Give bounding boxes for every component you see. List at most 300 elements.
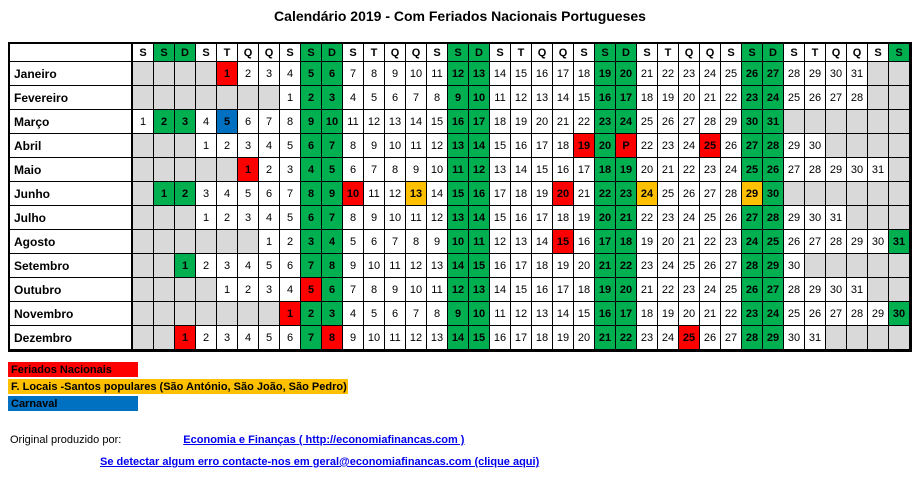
day-cell-empty — [154, 254, 175, 278]
day-cell: 12 — [406, 326, 427, 350]
day-cell: 4 — [259, 134, 280, 158]
day-cell: 18 — [595, 158, 616, 182]
day-cell: 5 — [280, 206, 301, 230]
day-cell-empty — [217, 158, 238, 182]
weekday-header-cell: D — [616, 44, 637, 62]
day-cell-empty — [868, 254, 889, 278]
day-cell: 24 — [742, 230, 763, 254]
day-cell: 18 — [637, 302, 658, 326]
day-cell-empty — [889, 110, 910, 134]
day-cell: 16 — [574, 230, 595, 254]
day-cell-empty — [889, 134, 910, 158]
day-cell: 19 — [637, 230, 658, 254]
day-cell: 29 — [784, 134, 805, 158]
day-cell: 2 — [217, 206, 238, 230]
day-cell: 12 — [406, 254, 427, 278]
day-cell: 12 — [427, 206, 448, 230]
day-cell: 11 — [385, 326, 406, 350]
day-cell: 8 — [364, 278, 385, 302]
day-cell: 4 — [196, 110, 217, 134]
day-cell-empty — [196, 86, 217, 110]
day-cell-empty — [175, 86, 196, 110]
day-cell: 7 — [364, 158, 385, 182]
weekday-header-cell: D — [322, 44, 343, 62]
weekday-header-cell: S — [574, 44, 595, 62]
day-cell: 29 — [763, 254, 784, 278]
day-cell: 18 — [553, 206, 574, 230]
day-cell-empty — [133, 254, 154, 278]
day-cell: 27 — [784, 158, 805, 182]
producer-label: Original produzido por: — [10, 434, 122, 446]
day-cell: 11 — [343, 110, 364, 134]
day-cell: 1 — [154, 182, 175, 206]
day-cell: 4 — [343, 302, 364, 326]
day-cell: 23 — [700, 158, 721, 182]
day-cell: 25 — [742, 158, 763, 182]
weekday-header-cell: S — [154, 44, 175, 62]
day-cell: 7 — [301, 326, 322, 350]
day-cell: 13 — [427, 254, 448, 278]
day-cell: 2 — [217, 134, 238, 158]
weekday-header-cell: S — [133, 44, 154, 62]
day-cell: 31 — [847, 62, 868, 86]
day-cell: 27 — [679, 110, 700, 134]
day-cell: 30 — [784, 254, 805, 278]
month-label: Novembro — [10, 302, 133, 326]
day-cell: 10 — [385, 134, 406, 158]
day-cell: 13 — [427, 326, 448, 350]
day-cell: 13 — [448, 134, 469, 158]
day-cell: 5 — [238, 182, 259, 206]
day-cell: 14 — [427, 182, 448, 206]
day-cell: 20 — [658, 230, 679, 254]
day-cell: 19 — [532, 182, 553, 206]
day-cell: 30 — [826, 278, 847, 302]
day-cell: 26 — [805, 86, 826, 110]
day-cell: 10 — [322, 110, 343, 134]
day-cell: 25 — [637, 110, 658, 134]
day-cell-empty — [133, 134, 154, 158]
day-cell: 9 — [322, 182, 343, 206]
day-cell: 27 — [721, 326, 742, 350]
day-cell: 16 — [490, 326, 511, 350]
month-label: Junho — [10, 182, 133, 206]
weekday-header-cell: Q — [700, 44, 721, 62]
day-cell: 7 — [343, 278, 364, 302]
day-cell: 6 — [301, 134, 322, 158]
day-cell-empty — [154, 158, 175, 182]
day-cell: 22 — [637, 134, 658, 158]
day-cell: 5 — [364, 302, 385, 326]
day-cell: 5 — [301, 278, 322, 302]
day-cell: 4 — [259, 206, 280, 230]
day-cell: 26 — [700, 254, 721, 278]
day-cell: 23 — [742, 302, 763, 326]
day-cell: 8 — [301, 182, 322, 206]
day-cell: 8 — [343, 206, 364, 230]
day-cell: 11 — [364, 182, 385, 206]
day-cell: 28 — [784, 278, 805, 302]
day-cell: 9 — [385, 278, 406, 302]
day-cell: 6 — [385, 86, 406, 110]
weekday-header-cell: D — [763, 44, 784, 62]
day-cell: 21 — [595, 254, 616, 278]
weekday-header-cell: Q — [847, 44, 868, 62]
weekday-header-cell: S — [784, 44, 805, 62]
day-cell: 22 — [721, 302, 742, 326]
day-cell: 22 — [700, 230, 721, 254]
day-cell: 23 — [721, 230, 742, 254]
day-cell: 28 — [826, 230, 847, 254]
day-cell: 1 — [217, 62, 238, 86]
day-cell-empty — [805, 182, 826, 206]
day-cell: 24 — [679, 206, 700, 230]
day-cell: 21 — [679, 230, 700, 254]
day-cell-empty — [133, 326, 154, 350]
day-cell: 21 — [637, 62, 658, 86]
day-cell: 17 — [553, 62, 574, 86]
day-cell-empty — [868, 86, 889, 110]
day-cell-empty — [238, 86, 259, 110]
day-cell-empty — [889, 182, 910, 206]
day-cell-empty — [217, 230, 238, 254]
day-cell: 26 — [700, 326, 721, 350]
day-cell: 23 — [637, 254, 658, 278]
day-cell: 25 — [763, 230, 784, 254]
day-cell: 24 — [616, 110, 637, 134]
day-cell: 21 — [658, 158, 679, 182]
day-cell-empty — [805, 110, 826, 134]
day-cell: 23 — [679, 278, 700, 302]
day-cell: 20 — [532, 110, 553, 134]
weekday-header-cell: Q — [826, 44, 847, 62]
day-cell-empty — [889, 158, 910, 182]
day-cell: 10 — [427, 158, 448, 182]
day-cell-empty — [868, 278, 889, 302]
day-cell: 5 — [301, 62, 322, 86]
day-cell: 6 — [322, 278, 343, 302]
day-cell: 27 — [742, 134, 763, 158]
day-cell: 1 — [175, 326, 196, 350]
day-cell: 22 — [721, 86, 742, 110]
day-cell-empty — [175, 230, 196, 254]
day-cell: 2 — [154, 110, 175, 134]
day-cell: 9 — [364, 134, 385, 158]
day-cell: 14 — [406, 110, 427, 134]
day-cell: 24 — [658, 326, 679, 350]
weekday-header-cell: S — [868, 44, 889, 62]
legend-local-label: F. Locais -Santos populares (São António, São João, São Pedro) — [11, 380, 347, 393]
weekday-header-cell: Q — [406, 44, 427, 62]
day-cell: 9 — [385, 62, 406, 86]
day-cell: 16 — [595, 302, 616, 326]
month-label: Fevereiro — [10, 86, 133, 110]
day-cell: 23 — [658, 134, 679, 158]
day-cell: 11 — [448, 158, 469, 182]
day-cell: 8 — [427, 86, 448, 110]
day-cell: 19 — [553, 326, 574, 350]
day-cell: 5 — [364, 86, 385, 110]
day-cell: 18 — [532, 326, 553, 350]
day-cell: 2 — [196, 326, 217, 350]
day-cell: 13 — [385, 110, 406, 134]
day-cell: 14 — [448, 254, 469, 278]
day-cell: 26 — [721, 206, 742, 230]
day-cell: 8 — [280, 110, 301, 134]
day-cell: 3 — [259, 62, 280, 86]
day-cell: 9 — [364, 206, 385, 230]
day-cell: 15 — [469, 326, 490, 350]
day-cell: 2 — [259, 158, 280, 182]
day-cell: 8 — [343, 134, 364, 158]
weekday-header-cell: S — [637, 44, 658, 62]
month-label: Setembro — [10, 254, 133, 278]
day-cell: 2 — [280, 230, 301, 254]
day-cell: 15 — [574, 86, 595, 110]
day-cell: 13 — [448, 206, 469, 230]
day-cell: 6 — [280, 326, 301, 350]
day-cell: 19 — [574, 206, 595, 230]
day-cell: 12 — [490, 230, 511, 254]
footer-line2 — [100, 456, 539, 468]
weekday-header-cell: T — [364, 44, 385, 62]
weekday-header-cell: S — [448, 44, 469, 62]
day-cell: 27 — [826, 302, 847, 326]
weekday-header-cell: Q — [259, 44, 280, 62]
day-cell: 13 — [406, 182, 427, 206]
day-cell: 17 — [532, 134, 553, 158]
weekday-header-cell: T — [217, 44, 238, 62]
day-cell: 5 — [259, 254, 280, 278]
day-cell: P — [616, 134, 637, 158]
day-cell: 25 — [700, 134, 721, 158]
day-cell: 21 — [700, 302, 721, 326]
day-cell: 2 — [238, 62, 259, 86]
day-cell: 15 — [532, 158, 553, 182]
day-cell: 15 — [448, 182, 469, 206]
day-cell: 20 — [574, 254, 595, 278]
day-cell: 1 — [280, 302, 301, 326]
day-cell: 30 — [805, 206, 826, 230]
day-cell: 12 — [385, 182, 406, 206]
day-cell: 15 — [574, 302, 595, 326]
day-cell: 10 — [406, 62, 427, 86]
day-cell: 2 — [175, 182, 196, 206]
day-cell: 30 — [742, 110, 763, 134]
day-cell-empty — [259, 86, 280, 110]
day-cell: 6 — [322, 62, 343, 86]
day-cell: 28 — [847, 302, 868, 326]
day-cell: 28 — [784, 62, 805, 86]
day-cell: 16 — [511, 206, 532, 230]
day-cell: 24 — [679, 134, 700, 158]
day-cell: 19 — [574, 134, 595, 158]
day-cell: 30 — [805, 134, 826, 158]
day-cell: 5 — [322, 158, 343, 182]
day-cell: 26 — [721, 134, 742, 158]
day-cell: 21 — [637, 278, 658, 302]
day-cell-empty — [175, 206, 196, 230]
day-cell: 10 — [364, 254, 385, 278]
day-cell: 28 — [742, 254, 763, 278]
day-cell: 6 — [343, 158, 364, 182]
day-cell: 27 — [700, 182, 721, 206]
day-cell: 26 — [658, 110, 679, 134]
weekday-header-cell: Q — [238, 44, 259, 62]
day-cell: 1 — [217, 278, 238, 302]
weekday-header-cell: D — [469, 44, 490, 62]
day-cell: 31 — [805, 326, 826, 350]
day-cell: 19 — [658, 302, 679, 326]
day-cell: 30 — [763, 182, 784, 206]
day-cell-empty — [847, 254, 868, 278]
day-cell: 20 — [616, 62, 637, 86]
day-cell: 16 — [448, 110, 469, 134]
day-cell: 21 — [553, 110, 574, 134]
day-cell: 3 — [217, 254, 238, 278]
producer-link[interactable]: Economia e Finanças ( http://economiafinancas.com ) — [183, 434, 465, 446]
day-cell-empty — [784, 182, 805, 206]
day-cell-empty — [196, 230, 217, 254]
day-cell-empty — [847, 110, 868, 134]
day-cell: 12 — [427, 134, 448, 158]
day-cell: 22 — [574, 110, 595, 134]
day-cell: 17 — [490, 182, 511, 206]
day-cell: 29 — [805, 278, 826, 302]
day-cell: 25 — [721, 62, 742, 86]
day-cell: 28 — [721, 182, 742, 206]
day-cell: 18 — [574, 278, 595, 302]
day-cell: 15 — [469, 254, 490, 278]
day-cell: 5 — [343, 230, 364, 254]
legend-local — [8, 379, 348, 394]
weekday-header-cell: Q — [532, 44, 553, 62]
day-cell: 18 — [532, 254, 553, 278]
day-cell: 18 — [511, 182, 532, 206]
day-cell: 12 — [469, 158, 490, 182]
day-cell: 6 — [364, 230, 385, 254]
day-cell: 11 — [406, 134, 427, 158]
day-cell: 6 — [385, 302, 406, 326]
day-cell: 23 — [595, 110, 616, 134]
day-cell: 11 — [490, 86, 511, 110]
weekday-header-cell: S — [889, 44, 910, 62]
day-cell: 9 — [406, 158, 427, 182]
day-cell-empty — [847, 206, 868, 230]
day-cell: 28 — [763, 206, 784, 230]
day-cell: 6 — [259, 182, 280, 206]
day-cell: 13 — [469, 62, 490, 86]
day-cell: 20 — [595, 206, 616, 230]
day-cell: 14 — [553, 86, 574, 110]
weekday-header-cell: T — [658, 44, 679, 62]
day-cell: 20 — [595, 134, 616, 158]
day-cell: 3 — [196, 182, 217, 206]
day-cell: 23 — [658, 206, 679, 230]
weekday-header-cell: D — [175, 44, 196, 62]
day-cell: 8 — [322, 254, 343, 278]
day-cell: 17 — [595, 230, 616, 254]
weekday-header-cell: Q — [385, 44, 406, 62]
day-cell: 30 — [889, 302, 910, 326]
day-cell: 7 — [280, 182, 301, 206]
day-cell: 18 — [616, 230, 637, 254]
day-cell: 8 — [427, 302, 448, 326]
day-cell: 13 — [532, 302, 553, 326]
day-cell: 11 — [406, 206, 427, 230]
day-cell: 2 — [238, 278, 259, 302]
weekday-header-cell: S — [742, 44, 763, 62]
day-cell: 24 — [658, 254, 679, 278]
day-cell: 13 — [490, 158, 511, 182]
day-cell: 9 — [343, 326, 364, 350]
day-cell: 5 — [280, 134, 301, 158]
day-cell: 11 — [427, 278, 448, 302]
day-cell: 3 — [301, 230, 322, 254]
day-cell: 25 — [679, 254, 700, 278]
day-cell: 11 — [469, 230, 490, 254]
day-cell: 29 — [742, 182, 763, 206]
day-cell-empty — [889, 254, 910, 278]
day-cell: 23 — [742, 86, 763, 110]
day-cell-empty — [154, 326, 175, 350]
weekday-header-cell: T — [805, 44, 826, 62]
day-cell: 10 — [385, 206, 406, 230]
day-cell: 27 — [805, 230, 826, 254]
day-cell: 12 — [511, 302, 532, 326]
day-cell-empty — [238, 230, 259, 254]
day-cell: 10 — [406, 278, 427, 302]
month-label: Maio — [10, 158, 133, 182]
day-cell: 9 — [448, 302, 469, 326]
day-cell: 19 — [595, 62, 616, 86]
month-label: Agosto — [10, 230, 133, 254]
day-cell-empty — [805, 254, 826, 278]
day-cell: 6 — [301, 206, 322, 230]
month-label: Abril — [10, 134, 133, 158]
day-cell: 2 — [301, 86, 322, 110]
day-cell-empty — [826, 254, 847, 278]
day-cell: 30 — [847, 158, 868, 182]
day-cell: 10 — [469, 302, 490, 326]
day-cell: 27 — [742, 206, 763, 230]
day-cell: 31 — [847, 278, 868, 302]
day-cell: 29 — [763, 326, 784, 350]
day-cell: 8 — [406, 230, 427, 254]
contact-link[interactable]: Se detectar algum erro contacte-nos em geral@economiafinancas.com (clique aqui) — [100, 456, 540, 468]
day-cell: 28 — [700, 110, 721, 134]
day-cell: 9 — [448, 86, 469, 110]
day-cell: 19 — [511, 110, 532, 134]
legend-carnaval-label: Carnaval — [11, 397, 58, 410]
day-cell: 31 — [868, 158, 889, 182]
corner-cell — [10, 44, 133, 62]
day-cell: 4 — [280, 278, 301, 302]
day-cell: 3 — [322, 86, 343, 110]
month-label: Janeiro — [10, 62, 133, 86]
day-cell: 16 — [532, 278, 553, 302]
day-cell-empty — [133, 206, 154, 230]
day-cell: 17 — [616, 86, 637, 110]
day-cell-empty — [175, 158, 196, 182]
day-cell: 17 — [511, 254, 532, 278]
day-cell-empty — [154, 230, 175, 254]
day-cell-empty — [175, 134, 196, 158]
day-cell: 29 — [826, 158, 847, 182]
day-cell: 14 — [553, 302, 574, 326]
legend-carnaval — [8, 396, 138, 411]
day-cell: 3 — [238, 134, 259, 158]
